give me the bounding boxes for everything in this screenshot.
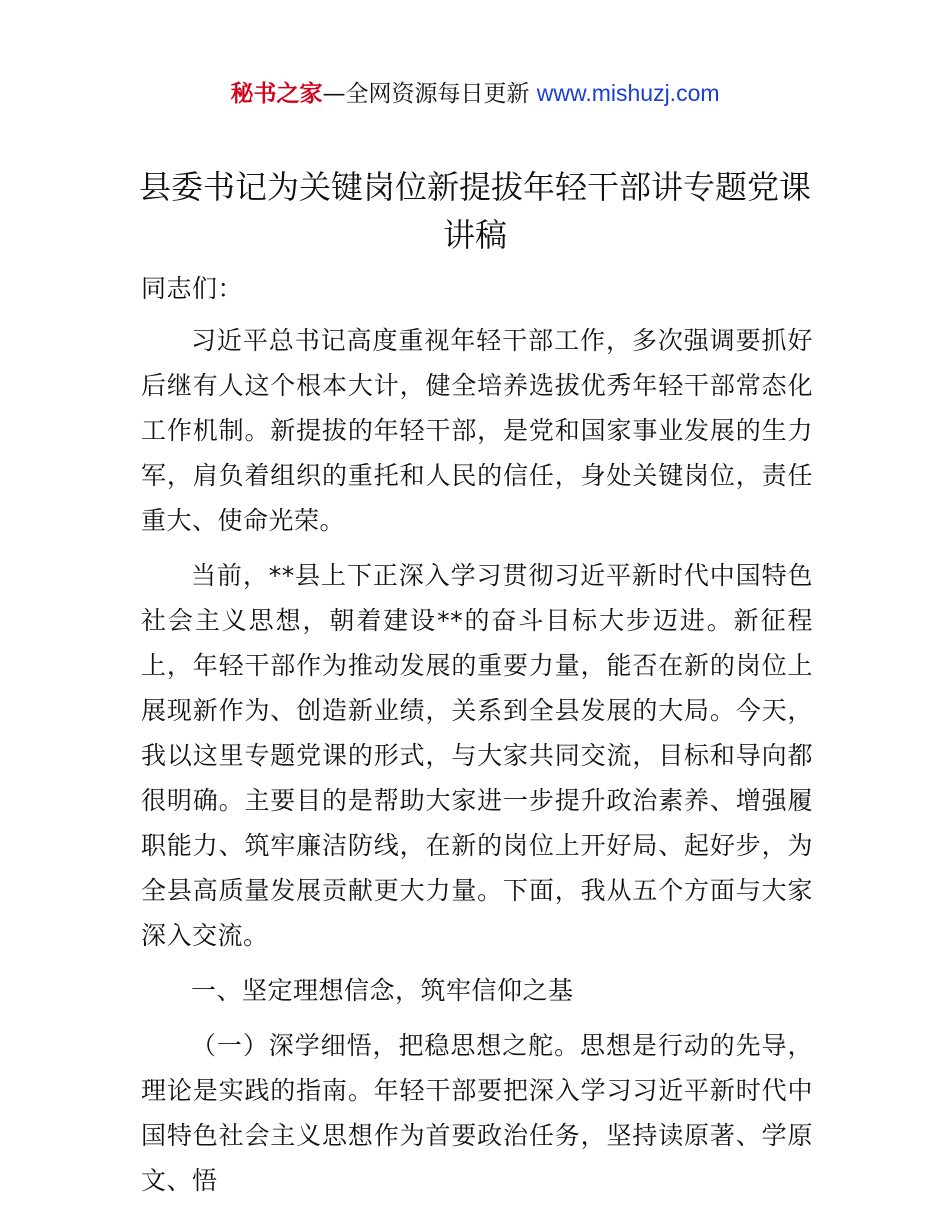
salutation: 同志们： [141,274,244,303]
header-tagline: —全网资源每日更新 [322,81,530,107]
document-body [141,266,813,1203]
brand-name[interactable]: 秘书之家 [230,81,323,107]
section-heading-1: 一、坚定理想信念，筑牢信仰之基 [191,976,574,1005]
site-header [0,76,950,111]
subsection-1-1: （一）深学细悟，把稳思想之舵。思想是行动的先导，理论是实践的指南。年轻干部要把深入学习习近平新时代中国特色社会主义思想作为首要政治任务，坚持读原著、学原文、悟 [141,1031,813,1195]
document-title: 县委书记为关键岗位新提拔年轻干部讲专题党课讲稿 [138,168,811,254]
paragraph-context: 当前，**县上下正深入学习贯彻习近平新时代中国特色社会主义思想，朝着建设**的奋斗目标大步迈进。新征程上，年轻干部作为推动发展的重要力量，能否在新的岗位上展现新作为、创造新业绩，关系到全县发展的大局。今天，我以这里专题党课的形式，与大家共同交流，目标和导向都很明确。主要目的是帮助大家进一步提升政治素养、增强履职能力、筑牢廉洁防线，在新的岗位上开好局、起好步，为全县高质量发展贡献更大力量。下面，我从五个方面与大家深入交流。 [141,561,813,950]
site-url-link[interactable]: www.mishuzj.com [536,80,720,106]
paragraph-intro: 习近平总书记高度重视年轻干部工作，多次强调要抓好后继有人这个根本大计，健全培养选拔优秀年轻干部常态化工作机制。新提拔的年轻干部，是党和国家事业发展的生力军，肩负着组织的重托和人民的信任，身处关键岗位，责任重大、使命光荣。 [141,326,813,535]
